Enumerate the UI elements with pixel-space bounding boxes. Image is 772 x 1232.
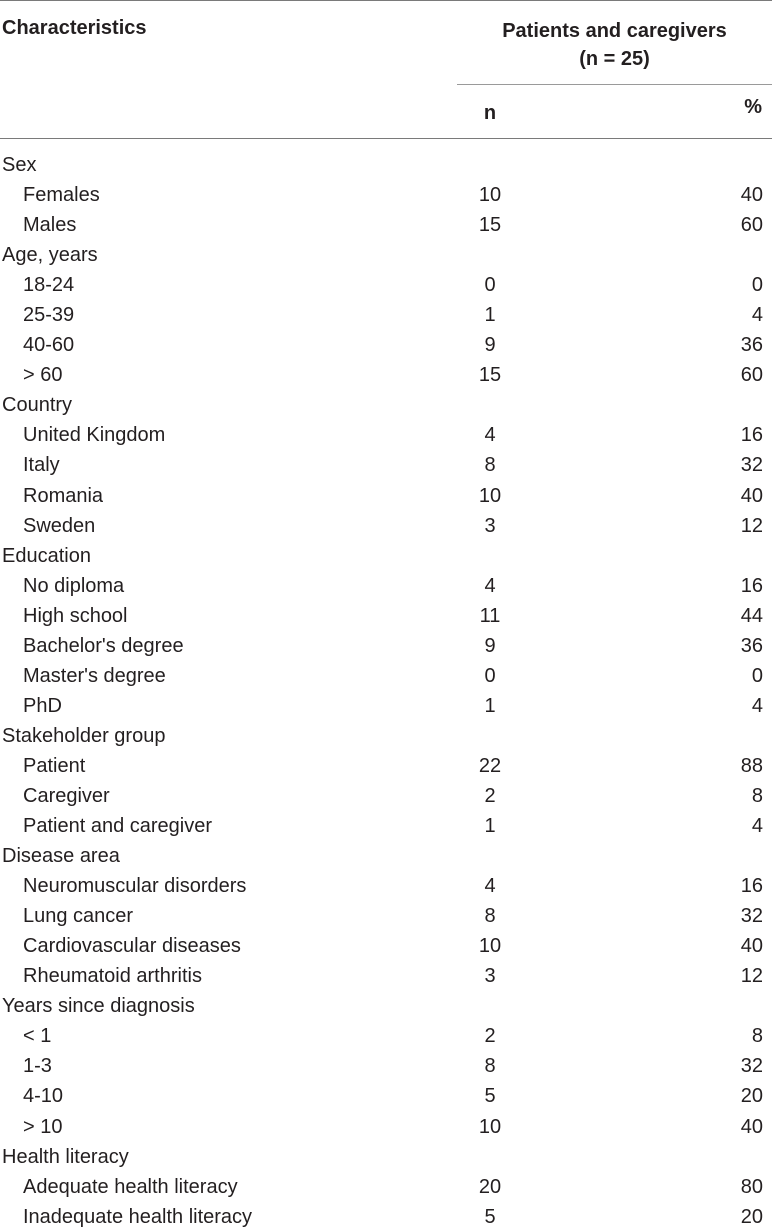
row-label: Neuromuscular disorders: [23, 875, 247, 898]
row-n-value: 15: [478, 364, 502, 387]
table-row: [0, 661, 772, 691]
row-percent-value: 40: [740, 935, 763, 958]
table-row: [0, 420, 772, 450]
row-n-value: 9: [484, 634, 496, 657]
row-percent-value: 60: [740, 214, 763, 237]
row-label: Sweden: [23, 514, 96, 537]
table-row: [0, 571, 772, 601]
row-percent-value: 32: [740, 454, 763, 477]
table-row: [0, 300, 772, 330]
row-n-value: 5: [484, 1205, 496, 1228]
row-percent-value: 12: [740, 965, 763, 988]
row-n-value: 15: [478, 214, 502, 237]
row-percent-value: 32: [740, 1055, 763, 1078]
table-row: [0, 1202, 772, 1232]
row-n-value: 8: [484, 1055, 496, 1078]
table-row: [0, 1112, 772, 1142]
row-n-value: 4: [484, 424, 496, 447]
row-percent-value: 36: [740, 634, 763, 657]
row-n-value: 10: [478, 484, 502, 507]
table-row: [0, 450, 772, 480]
table-row: [0, 1021, 772, 1051]
row-label: Italy: [23, 454, 60, 477]
header-percent: %: [744, 96, 762, 118]
row-n-value: 1: [484, 694, 496, 717]
row-percent-value: 4: [751, 694, 763, 717]
row-label: Adequate health literacy: [23, 1175, 238, 1198]
category-label: Health literacy: [2, 1145, 129, 1168]
row-percent-value: 40: [740, 484, 763, 507]
table-row: [0, 601, 772, 631]
category-label: Disease area: [2, 845, 120, 868]
row-label: High school: [23, 604, 128, 627]
table-row: [0, 270, 772, 300]
row-percent-value: 16: [740, 875, 763, 898]
row-n-value: 4: [484, 574, 496, 597]
row-percent-value: 4: [751, 304, 763, 327]
table-row: [0, 180, 772, 210]
category-row: [0, 541, 772, 571]
header-group-title: Patients and caregivers: [502, 20, 727, 42]
row-percent-value: 88: [740, 754, 763, 777]
row-label: Females: [23, 184, 100, 207]
table-row: [0, 330, 772, 360]
row-label: > 60: [23, 364, 63, 387]
row-label: United Kingdom: [23, 424, 166, 447]
header-characteristics: Characteristics: [2, 17, 147, 39]
category-row: [0, 721, 772, 751]
row-n-value: 0: [484, 274, 496, 297]
row-label: 4-10: [23, 1085, 64, 1108]
header-group: [457, 17, 772, 73]
row-n-value: 3: [484, 965, 496, 988]
table-row: [0, 961, 772, 991]
row-label: 1-3: [23, 1055, 52, 1078]
row-n-value: 8: [484, 454, 496, 477]
row-label: Master's degree: [23, 664, 166, 687]
row-n-value: 5: [484, 1085, 496, 1108]
row-label: Romania: [23, 484, 104, 507]
row-n-value: 10: [478, 935, 502, 958]
row-n-value: 10: [478, 184, 502, 207]
row-n-value: 1: [484, 304, 496, 327]
row-n-value: 11: [479, 604, 501, 627]
header-n: n: [483, 102, 497, 124]
row-label: < 1: [23, 1025, 52, 1048]
table-row: [0, 931, 772, 961]
row-percent-value: 20: [740, 1205, 763, 1228]
category-label: Age, years: [2, 244, 98, 267]
row-label: Rheumatoid arthritis: [23, 965, 202, 988]
row-label: Patient and caregiver: [23, 815, 213, 838]
category-label: Sex: [2, 154, 37, 176]
category-label: Country: [2, 394, 73, 417]
row-label: 40-60: [23, 334, 75, 357]
row-n-value: 1: [484, 815, 496, 838]
table-row: [0, 811, 772, 841]
row-percent-value: 32: [740, 905, 763, 928]
category-label: Stakeholder group: [2, 724, 166, 747]
table-row: [0, 360, 772, 390]
row-n-value: 3: [484, 514, 496, 537]
row-percent-value: 0: [751, 664, 763, 687]
row-percent-value: 8: [751, 784, 763, 807]
row-label: Cardiovascular diseases: [23, 935, 241, 958]
row-n-value: 8: [484, 905, 496, 928]
row-n-value: 2: [484, 1025, 496, 1048]
row-label: Patient: [23, 754, 86, 777]
table-row: [0, 481, 772, 511]
table-row: [0, 781, 772, 811]
row-percent-value: 12: [740, 514, 763, 537]
row-percent-value: 16: [740, 574, 763, 597]
row-percent-value: 44: [740, 604, 763, 627]
table-row: [0, 1172, 772, 1202]
row-percent-value: 36: [740, 334, 763, 357]
table-body: [0, 150, 772, 1232]
header-group-rule: [457, 84, 772, 85]
row-percent-value: 8: [751, 1025, 763, 1048]
category-row: [0, 150, 772, 180]
category-row: [0, 240, 772, 270]
table-row: [0, 210, 772, 240]
row-n-value: 4: [484, 875, 496, 898]
row-percent-value: 40: [740, 184, 763, 207]
row-percent-value: 16: [740, 424, 763, 447]
category-label: Education: [2, 544, 91, 567]
table-row: [0, 1081, 772, 1111]
category-row: [0, 841, 772, 871]
row-n-value: 10: [478, 1115, 502, 1138]
row-label: Caregiver: [23, 784, 110, 807]
header-group-count: (n = 25): [579, 48, 650, 70]
table-header-rule: [0, 138, 772, 139]
row-label: Bachelor's degree: [23, 634, 184, 657]
row-label: 25-39: [23, 304, 75, 327]
row-label: PhD: [23, 694, 62, 717]
row-percent-value: 40: [740, 1115, 763, 1138]
row-n-value: 2: [484, 784, 496, 807]
row-percent-value: 4: [751, 815, 763, 838]
row-label: No diploma: [23, 574, 125, 597]
row-label: Inadequate health literacy: [23, 1205, 253, 1228]
row-percent-value: 80: [740, 1175, 763, 1198]
category-row: [0, 1142, 772, 1172]
row-n-value: 22: [478, 754, 502, 777]
row-label: Males: [23, 214, 77, 237]
category-row: [0, 991, 772, 1021]
row-n-value: 9: [484, 334, 496, 357]
table-row: [0, 631, 772, 661]
row-percent-value: 60: [740, 364, 763, 387]
table-row: [0, 691, 772, 721]
table-row: [0, 1051, 772, 1081]
row-percent-value: 20: [740, 1085, 763, 1108]
row-n-value: 0: [484, 664, 496, 687]
row-label: Lung cancer: [23, 905, 134, 928]
table-row: [0, 901, 772, 931]
row-label: > 10: [23, 1115, 63, 1138]
table-top-rule: [0, 0, 772, 1]
row-label: 18-24: [23, 274, 75, 297]
table-row: [0, 511, 772, 541]
table-row: [0, 751, 772, 781]
table-row: [0, 871, 772, 901]
row-n-value: 20: [478, 1175, 502, 1198]
row-percent-value: 0: [751, 274, 763, 297]
category-row: [0, 390, 772, 420]
category-label: Years since diagnosis: [2, 995, 195, 1018]
